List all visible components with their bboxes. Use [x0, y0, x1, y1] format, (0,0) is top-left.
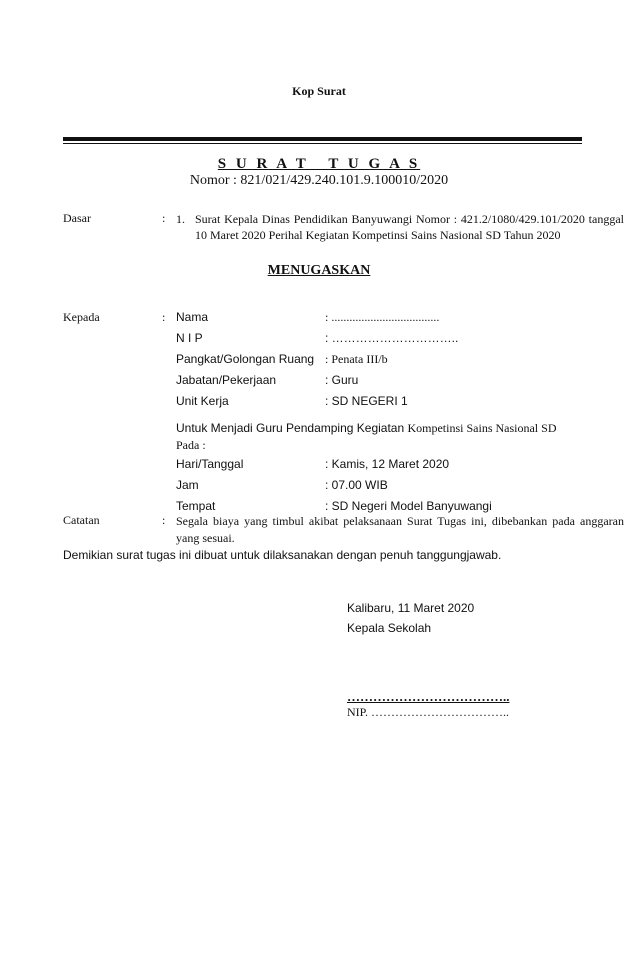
- dasar-content: [176, 211, 624, 243]
- schedule-value-date: : Kamis, 12 Maret 2020: [325, 457, 450, 471]
- field-value-pangkat: : Penata III/b: [325, 352, 388, 366]
- assignment-purpose-event: Kompetinsi Sains Nasional SD: [407, 421, 557, 435]
- field-label-pangkat: Pangkat/Golongan Ruang: [176, 352, 315, 366]
- schedule-value-place: : SD Negeri Model Banyuwangi: [325, 499, 492, 513]
- field-value-unit-kerja: : SD NEGERI 1: [325, 394, 408, 408]
- field-value-nama: : ....................................: [325, 310, 440, 324]
- field-label-nama: Nama: [176, 310, 209, 324]
- signature-place-date: Kalibaru, 11 Maret 2020: [347, 601, 475, 615]
- dasar-number: 1.: [176, 212, 185, 226]
- menugaskan-heading: MENUGASKAN: [267, 263, 371, 278]
- header-rule-thick: [63, 137, 582, 141]
- kepada-colon: :: [162, 310, 166, 324]
- signature-nip: NIP. ……………………………..: [347, 705, 510, 719]
- field-value-jabatan: : Guru: [325, 373, 359, 387]
- signature-position: Kepala Sekolah: [347, 621, 432, 635]
- signature-name-line: ………………………………..: [347, 689, 510, 704]
- header-rule-thin: [63, 143, 582, 144]
- kop-surat: Kop Surat: [292, 84, 346, 98]
- document-number: Nomor : 821/021/429.240.101.9.100010/2020: [189, 173, 449, 188]
- dasar-text: Surat Kepala Dinas Pendidikan Banyuwangi Nomor : 421.2/1080/429.101/2020 tanggal 10 Maret 2020 Perihal Kegiatan Kompetinsi Sains Nasional SD Tahun 2020: [195, 212, 624, 242]
- field-value-nip: : …………………………..: [325, 331, 459, 345]
- closing-statement: Demikian surat tugas ini dibuat untuk dilaksanakan dengan penuh tanggungjawab.: [63, 548, 502, 562]
- catatan-label: Catatan: [63, 513, 100, 527]
- schedule-label-date: Hari/Tanggal: [176, 457, 244, 471]
- catatan-text: Segala biaya yang timbul akibat pelaksanaan Surat Tugas ini, dibebankan pada anggaran yang sesuai.: [176, 514, 624, 545]
- field-label-nip: N I P: [176, 331, 203, 345]
- assignment-purpose-prefix: Untuk Menjadi Guru Pendamping Kegiatan: [176, 421, 408, 435]
- assignment-purpose: [176, 421, 556, 436]
- kepada-label: Kepada: [63, 310, 100, 324]
- schedule-label-time: Jam: [176, 478, 199, 492]
- document-title: S U R A T T U G A S: [217, 156, 421, 172]
- field-label-unit-kerja: Unit Kerja: [176, 394, 229, 408]
- dasar-label: Dasar: [63, 211, 91, 225]
- pada-label: Pada :: [176, 438, 206, 452]
- dasar-colon: :: [162, 211, 166, 225]
- schedule-value-time: : 07.00 WIB: [325, 478, 388, 492]
- catatan-colon: :: [162, 513, 166, 527]
- field-label-jabatan: Jabatan/Pekerjaan: [176, 373, 277, 387]
- schedule-label-place: Tempat: [176, 499, 216, 513]
